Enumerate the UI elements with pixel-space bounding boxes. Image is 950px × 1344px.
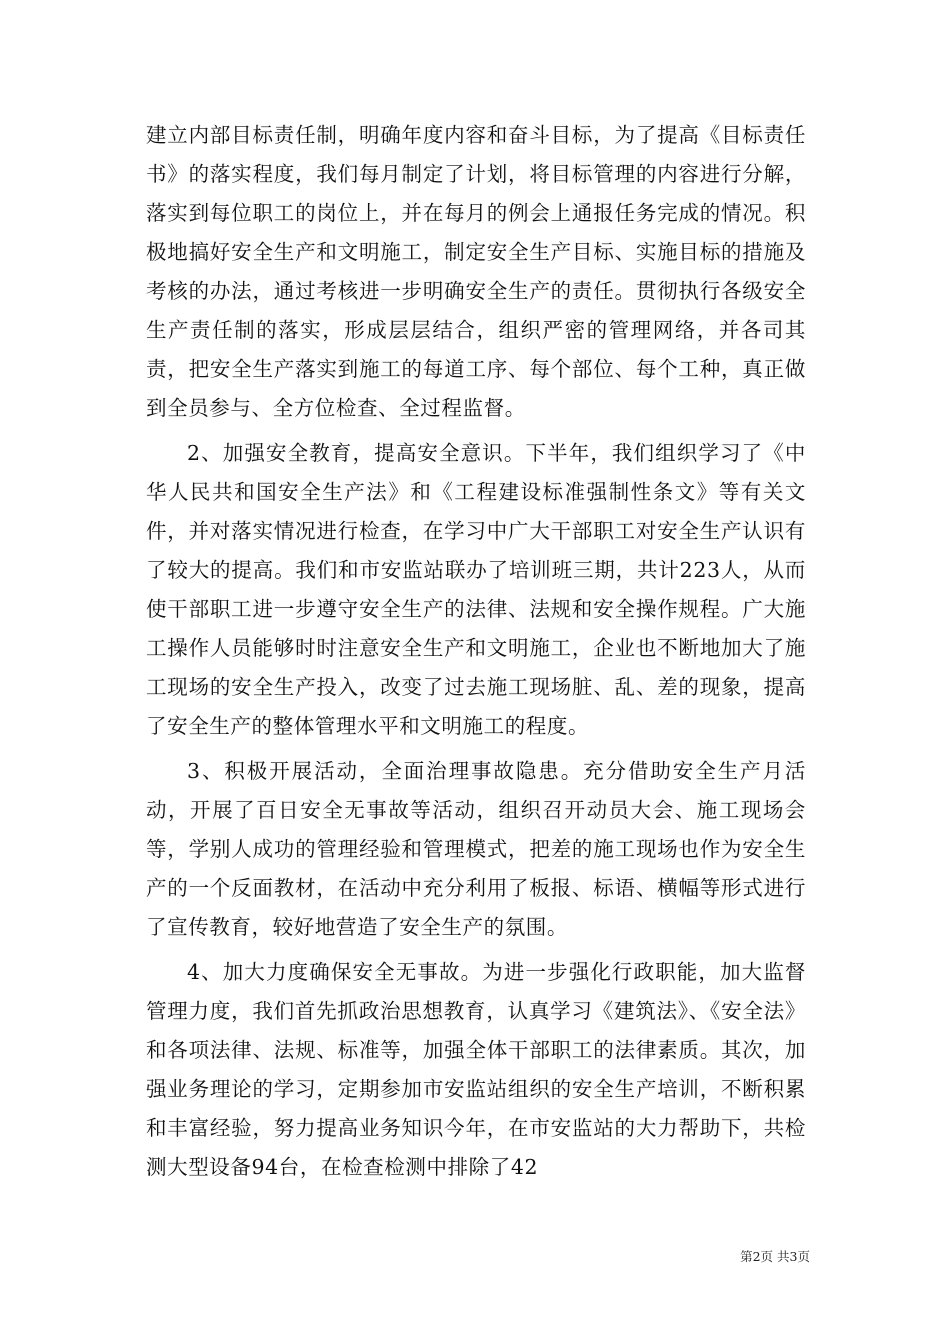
paragraph-continuation: 建立内部目标责任制，明确年度内容和奋斗目标，为了提高《目标责任书》的落实程度，我们每月制定了计划，将目标管理的内容进行分解，落实到每位职工的岗位上，并在每月的例会上通报任务完成的情况。积极地搞好安全生产和文明施工，制定安全生产目标、实施目标的措施及考核的办法，通过考核进一步明确安全生产的责任。贯彻执行各级安全生产责任制的落实，形成层层结合，组织严密的管理网络，并各司其责，把安全生产落实到施工的每道工序、每个部位、每个工种，真正做到全员参与、全方位检查、全过程监督。 xyxy=(146,123,806,420)
paragraph-safety-education: 2、加强安全教育，提高安全意识。下半年，我们组织学习了《中华人民共和国安全生产法》和《工程建设标准强制性条文》等有关文件，并对落实情况进行检查，在学习中广大干部职工对安全生产认识有了较大的提高。我们和市安监站联办了培训班三期，共计223人，从而使干部职工进一步遵守安全生产的法律、法规和安全操作规程。广大施工操作人员能够时时注意安全生产和文明施工，企业也不断地加大了施工现场的安全生产投入，改变了过去施工现场脏、乱、差的现象，提高了安全生产的整体管理水平和文明施工的程度。 xyxy=(146,441,806,738)
page-number: 第2页 共3页 xyxy=(740,1249,810,1264)
paragraph-activities: 3、积极开展活动，全面治理事故隐患。充分借助安全生产月活动，开展了百日安全无事故等活动，组织召开动员大会、施工现场会等，学别人成功的管理经验和管理模式，把差的施工现场也作为安全生产的一个反面教材，在活动中充分利用了板报、标语、横幅等形式进行了宣传教育，较好地营造了安全生产的氛围。 xyxy=(146,759,806,939)
paragraph-no-accidents: 4、加大力度确保安全无事故。为进一步强化行政职能，加大监督管理力度，我们首先抓政治思想教育，认真学习《建筑法》、《安全法》和各项法律、法规、标准等，加强全体干部职工的法律素质。其次，加强业务理论的学习，定期参加市安监站组织的安全生产培训，不断积累和丰富经验，努力提高业务知识今年，在市安监站的大力帮助下，共检测大型设备94台，在检查检测中排除了42 xyxy=(146,960,806,1179)
document-body xyxy=(146,116,806,1187)
